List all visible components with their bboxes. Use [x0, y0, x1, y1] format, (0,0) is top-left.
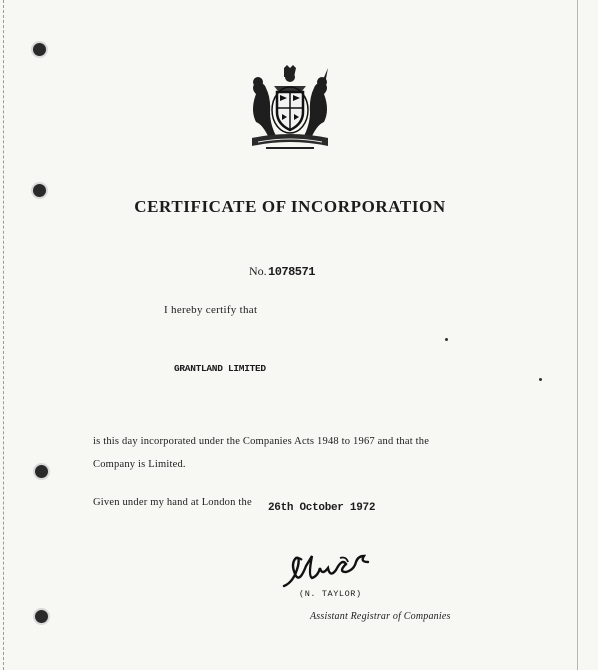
- ink-speck: [539, 378, 542, 381]
- certificate-number: 1078571: [268, 265, 315, 279]
- handwritten-signature: [280, 552, 380, 592]
- page-left-edge: [3, 0, 8, 670]
- certificate-title: CERTIFICATE OF INCORPORATION: [134, 197, 446, 216]
- punch-hole: [35, 465, 48, 478]
- issue-date: 26th October 1972: [268, 502, 376, 514]
- punch-hole: [33, 184, 46, 197]
- incorporation-statement: is this day incorporated under the Companies Acts 1948 to 1967 and that the: [93, 436, 430, 447]
- page-right-edge: [577, 0, 578, 670]
- company-name: GRANTLAND LIMITED: [174, 363, 266, 374]
- punch-hole: [33, 43, 46, 56]
- signatory-name: (N. TAYLOR): [299, 589, 362, 599]
- certificate-number-label: No.: [249, 264, 267, 278]
- certify-statement: I hereby certify that: [164, 304, 258, 316]
- ink-speck: [445, 338, 448, 341]
- punch-hole: [35, 610, 48, 623]
- limited-statement: Company is Limited.: [93, 459, 186, 470]
- royal-coat-of-arms-icon: [244, 64, 336, 152]
- signatory-role: Assistant Registrar of Companies: [310, 611, 451, 622]
- given-statement: Given under my hand at London the: [93, 497, 252, 508]
